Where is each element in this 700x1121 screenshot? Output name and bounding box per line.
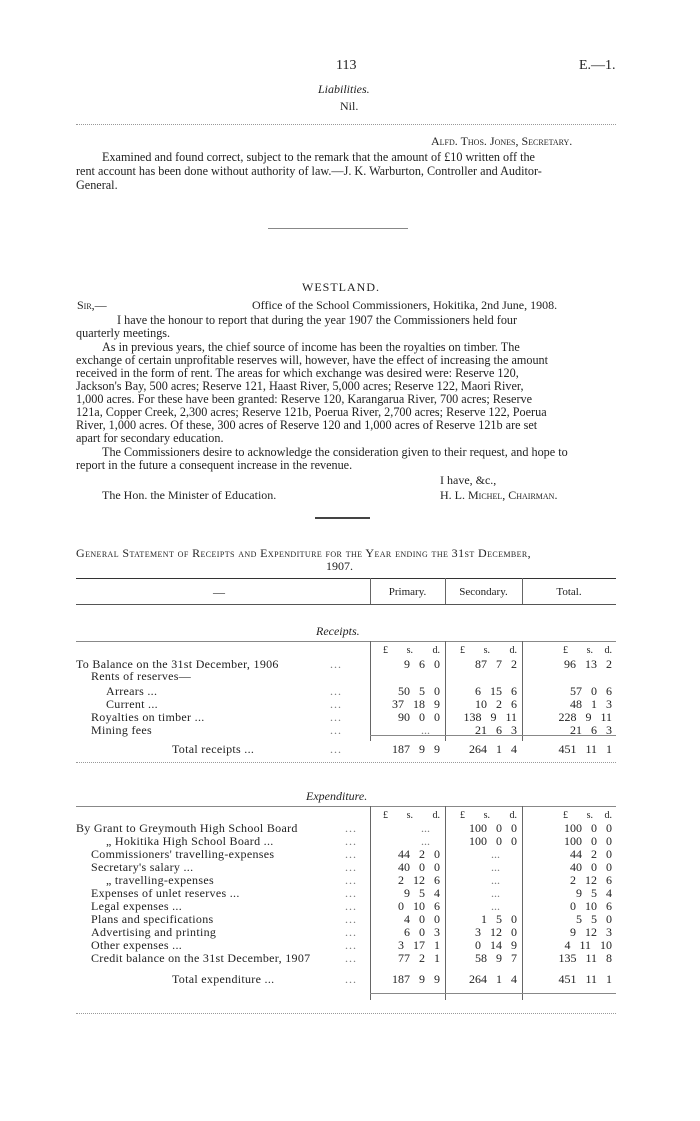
- secondary-value: ...: [491, 899, 500, 913]
- column-divider: [445, 641, 446, 741]
- total-value: 228 9 11: [558, 710, 612, 724]
- row-label: Legal expenses ...: [91, 899, 183, 913]
- currency-unit-header: £: [460, 810, 465, 821]
- row-label: Current ...: [106, 697, 158, 711]
- total-value: 100 0 0: [564, 821, 612, 835]
- expenditure-sum-rule: [370, 993, 616, 994]
- secondary-value: ...: [491, 847, 500, 861]
- currency-unit-header: £: [563, 645, 568, 656]
- leader-dots: ...: [345, 821, 357, 835]
- report-line: 121a, Copper Creek, 2,300 acres; Reserve 121b, Poerua River, 2,700 acres; Reserve 122, Poerua: [76, 405, 547, 419]
- report-line: Jackson's Bay, 500 acres; Reserve 121, Haast River, 5,000 acres; Reserve 122, Maori River,: [76, 379, 524, 393]
- primary-value: ...: [421, 821, 430, 835]
- addressee: The Hon. the Minister of Education.: [102, 488, 277, 502]
- leader-dots: ...: [330, 697, 342, 711]
- statement-year: 1907.: [326, 559, 353, 573]
- secondary-value: 3 12 0: [475, 925, 517, 939]
- report-line: quarterly meetings.: [76, 326, 171, 340]
- report-line: As in previous years, the chief source of income has been the royalties on timber. The: [102, 340, 520, 354]
- currency-unit-header: s.: [406, 810, 413, 821]
- currency-unit-header: d.: [432, 810, 440, 821]
- report-line: The Commissioners desire to acknowledge the consideration given to their request, and hope to: [102, 445, 568, 459]
- leader-dots: ...: [345, 912, 357, 926]
- auditor-note-line: rent account has been done without authority of law.—J. K. Warburton, Controller and Auditor-: [76, 164, 542, 178]
- column-divider: [522, 641, 523, 741]
- report-line: received in the form of rent. The areas for which exchange was desired were: Reserve 120,: [76, 366, 519, 380]
- row-label: Rents of reserves—: [91, 669, 192, 683]
- row-label: To Balance on the 31st December, 1906: [76, 657, 279, 671]
- report-line: I have the honour to report that during the year 1907 the Commissioners held four: [117, 313, 518, 327]
- row-label: „ travelling-expenses: [106, 873, 214, 887]
- total-value: 40 0 0: [570, 860, 612, 874]
- row-label: Credit balance on the 31st December, 1907: [91, 951, 311, 965]
- total-value: 4 11 10: [564, 938, 612, 952]
- secondary-value: 6 15 6: [475, 684, 517, 698]
- primary-value: 9 6 0: [404, 657, 440, 671]
- leader-dots: ...: [330, 710, 342, 724]
- total-value: 44 2 0: [570, 847, 612, 861]
- leader-dots: ...: [345, 899, 357, 913]
- leader-dots: ...: [345, 938, 357, 952]
- total-value: 96 13 2: [564, 657, 612, 671]
- primary-value: 6 0 3: [404, 925, 440, 939]
- leader-dots: ...: [345, 847, 357, 861]
- leader-dots: ...: [345, 972, 357, 986]
- primary-value: 4 0 0: [404, 912, 440, 926]
- divider: [76, 1013, 616, 1014]
- total-value: 451 11 1: [558, 972, 612, 986]
- secondary-value: 58 9 7: [475, 951, 517, 965]
- receipts-heading: Receipts.: [316, 624, 360, 638]
- liabilities-value: Nil.: [340, 99, 359, 113]
- leader-dots: ...: [330, 742, 342, 756]
- closing: I have, &c.,: [440, 473, 497, 487]
- report-line: 1,000 acres. For these have been granted: Reserve 120, Karangarua River, 700 acres; Reserve: [76, 392, 533, 406]
- currency-unit-header: d.: [509, 645, 517, 656]
- currency-unit-header: £: [383, 645, 388, 656]
- primary-value: ...: [421, 834, 430, 848]
- row-label: By Grant to Greymouth High School Board: [76, 821, 298, 835]
- total-value: 57 0 6: [570, 684, 612, 698]
- section-divider: [268, 228, 408, 229]
- total-value: 9 5 4: [576, 886, 612, 900]
- secondary-value: 87 7 2: [475, 657, 517, 671]
- total-value: 100 0 0: [564, 834, 612, 848]
- report-line: report in the future a consequent increase in the revenue.: [76, 458, 353, 472]
- secondary-value: 264 1 4: [469, 972, 517, 986]
- document-reference: E.—1.: [579, 58, 616, 73]
- secondary-value: 100 0 0: [469, 834, 517, 848]
- expenditure-rule: [76, 806, 616, 807]
- secondary-value: 1 5 0: [481, 912, 517, 926]
- secondary-value: 21 6 3: [475, 723, 517, 737]
- secondary-value: ...: [491, 860, 500, 874]
- leader-dots: ...: [345, 886, 357, 900]
- leader-dots: ...: [345, 873, 357, 887]
- primary-value: 0 10 6: [398, 899, 440, 913]
- total-label: Total expenditure ...: [172, 972, 275, 986]
- secondary-value: 0 14 9: [475, 938, 517, 952]
- expenditure-heading: Expenditure.: [306, 789, 368, 803]
- column-divider: [522, 806, 523, 1000]
- liabilities-heading: Liabilities.: [318, 82, 370, 96]
- total-value: 5 5 0: [576, 912, 612, 926]
- leader-dots: ...: [345, 834, 357, 848]
- row-label: Advertising and printing: [91, 925, 217, 939]
- row-label: Secretary's salary ...: [91, 860, 194, 874]
- leader-dots: ...: [345, 860, 357, 874]
- primary-value: 37 18 9: [392, 697, 440, 711]
- chairman-signature: H. L. Michel, Chairman.: [440, 488, 558, 502]
- leader-dots: ...: [345, 925, 357, 939]
- currency-unit-header: d.: [432, 645, 440, 656]
- row-label: Royalties on timber ...: [91, 710, 205, 724]
- row-label: Commissioners' travelling-expenses: [91, 847, 275, 861]
- currency-unit-header: s.: [586, 645, 593, 656]
- report-line: River, 1,000 acres. Of these, 300 acres of Reserve 120 and 1,000 acres of Reserve 121b are set: [76, 418, 538, 432]
- total-value: 0 10 6: [570, 899, 612, 913]
- column-header-total: Total.: [556, 586, 582, 598]
- primary-value: 77 2 1: [398, 951, 440, 965]
- total-value: 21 6 3: [570, 723, 612, 737]
- column-header-primary: Primary.: [388, 586, 427, 598]
- section-heading: WESTLAND.: [302, 280, 380, 294]
- total-value: 2 12 6: [570, 873, 612, 887]
- secondary-value: 264 1 4: [469, 742, 517, 756]
- report-line: apart for secondary education.: [76, 431, 224, 445]
- secondary-value: ...: [491, 886, 500, 900]
- row-label: „ Hokitika High School Board ...: [106, 834, 274, 848]
- auditor-note-line: General.: [76, 178, 118, 192]
- currency-unit-header: £: [460, 645, 465, 656]
- primary-value: 2 12 6: [398, 873, 440, 887]
- section-divider: [315, 517, 370, 519]
- leader-dots: ...: [330, 723, 342, 737]
- currency-unit-header: d.: [509, 810, 517, 821]
- label-column-dash: —: [213, 585, 225, 599]
- divider: [76, 762, 616, 763]
- row-label: Other expenses ...: [91, 938, 183, 952]
- secondary-value: ...: [491, 873, 500, 887]
- currency-unit-header: s.: [586, 810, 593, 821]
- primary-value: 9 5 4: [404, 886, 440, 900]
- row-label: Mining fees: [91, 723, 152, 737]
- currency-unit-header: d.: [604, 810, 612, 821]
- leader-dots: ...: [330, 684, 342, 698]
- currency-unit-header: s.: [483, 810, 490, 821]
- secondary-value: 138 9 11: [463, 710, 517, 724]
- currency-unit-header: s.: [483, 645, 490, 656]
- primary-value: 187 9 9: [392, 742, 440, 756]
- auditor-note-line: Examined and found correct, subject to the remark that the amount of £10 written off the: [102, 150, 535, 164]
- total-value: 9 12 3: [570, 925, 612, 939]
- report-line: exchange of certain unprofitable reserves will, however, have the effect of increasing the amount: [76, 353, 549, 367]
- currency-unit-header: £: [563, 810, 568, 821]
- row-label: Arrears ...: [106, 684, 158, 698]
- table-header-rule: [76, 604, 616, 605]
- statement-title: General Statement of Receipts and Expenditure for the Year ending the 31st December,: [76, 546, 532, 560]
- total-value: 48 1 3: [570, 697, 612, 711]
- office-line: Office of the School Commissioners, Hokitika, 2nd June, 1908.: [252, 298, 558, 312]
- primary-value: 40 0 0: [398, 860, 440, 874]
- receipts-rule: [76, 641, 616, 642]
- table-top-rule: [76, 578, 616, 579]
- primary-value: 3 17 1: [398, 938, 440, 952]
- primary-value: 44 2 0: [398, 847, 440, 861]
- leader-dots: ...: [345, 951, 357, 965]
- page-number: 113: [336, 58, 357, 73]
- secretary-signature: Alfd. Thos. Jones, Secretary.: [431, 134, 573, 148]
- secondary-value: 10 2 6: [475, 697, 517, 711]
- currency-unit-header: £: [383, 810, 388, 821]
- primary-value: 50 5 0: [398, 684, 440, 698]
- salutation: Sir,—: [77, 298, 107, 312]
- leader-dots: ...: [330, 657, 342, 671]
- currency-unit-header: s.: [406, 645, 413, 656]
- column-divider: [445, 806, 446, 1000]
- primary-value: 187 9 9: [392, 972, 440, 986]
- total-value: 451 11 1: [558, 742, 612, 756]
- primary-value: 90 0 0: [398, 710, 440, 724]
- receipts-sum-rule: [370, 735, 616, 736]
- total-label: Total receipts ...: [172, 742, 255, 756]
- primary-value: ...: [421, 723, 430, 737]
- secondary-value: 100 0 0: [469, 821, 517, 835]
- column-header-secondary: Secondary.: [459, 586, 508, 598]
- total-value: 135 11 8: [558, 951, 612, 965]
- currency-unit-header: d.: [604, 645, 612, 656]
- row-label: Plans and specifications: [91, 912, 214, 926]
- divider: [76, 124, 616, 125]
- row-label: Expenses of unlet reserves ...: [91, 886, 240, 900]
